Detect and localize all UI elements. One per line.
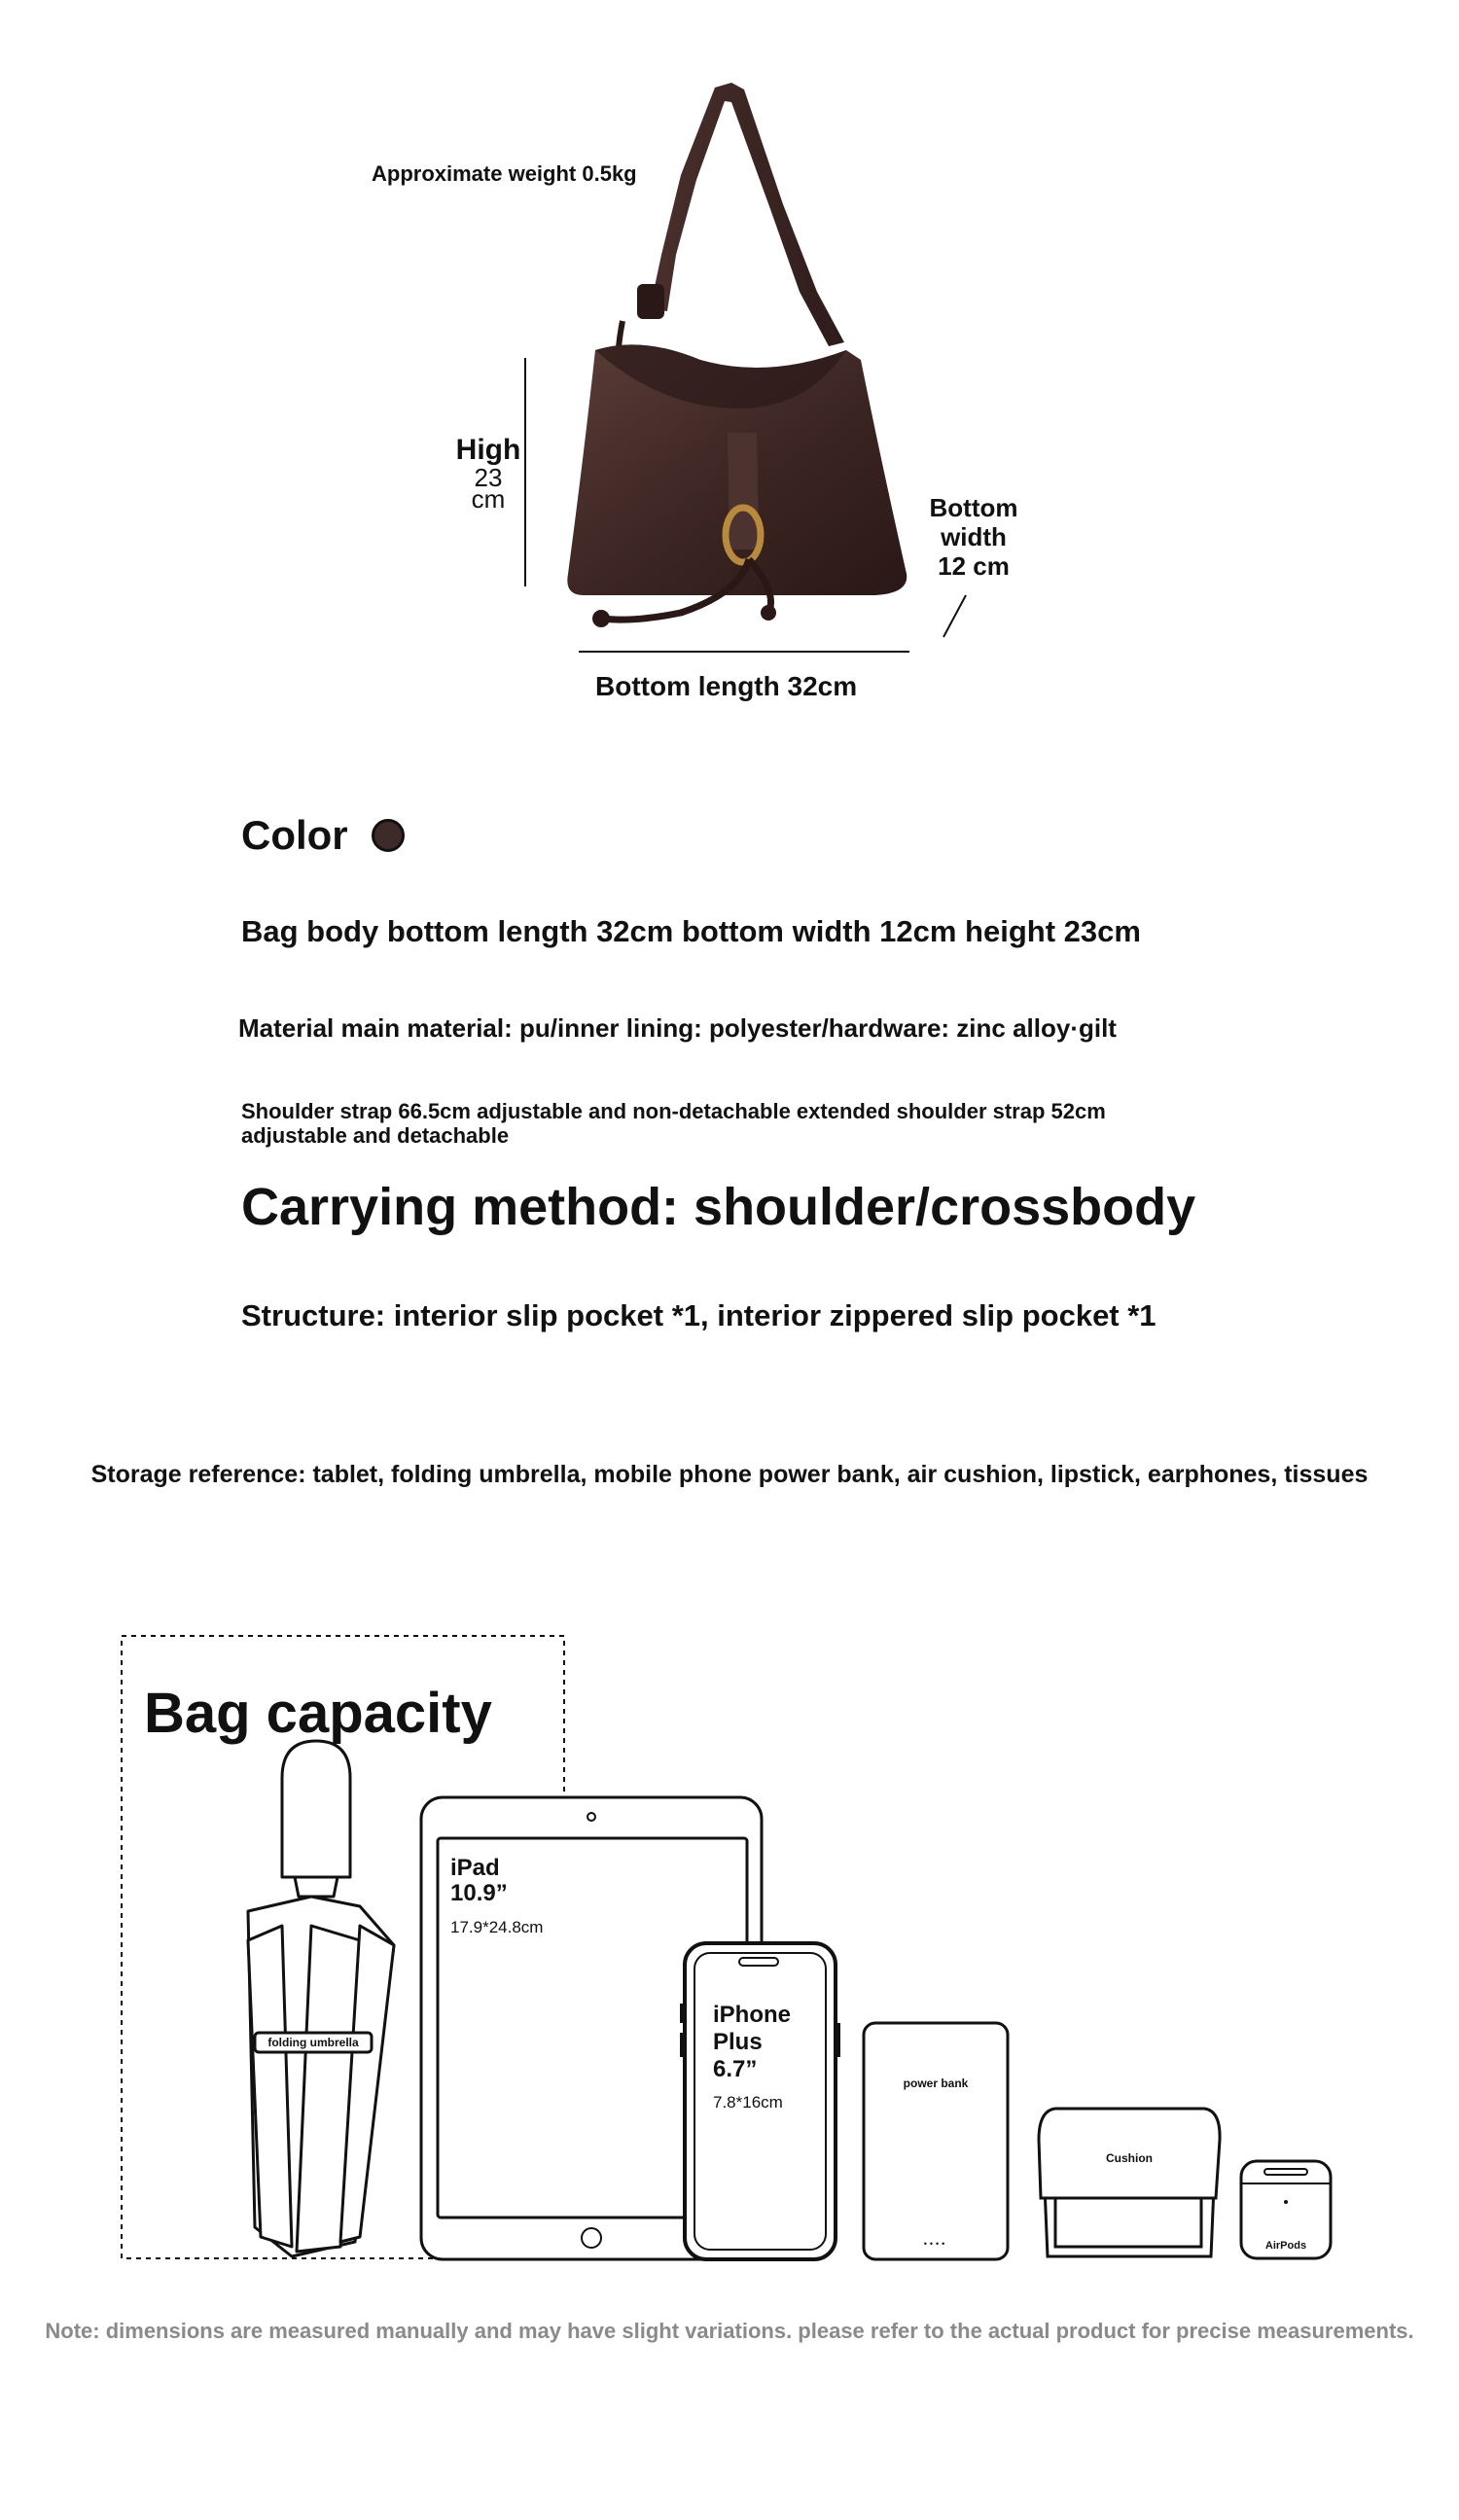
cushion-icon	[1039, 2109, 1220, 2256]
powerbank-label: power bank	[903, 2076, 969, 2090]
color-swatch	[372, 819, 405, 852]
color-label: Color	[241, 812, 348, 858]
umbrella-icon	[248, 1741, 394, 2256]
strap-spec	[241, 1099, 1106, 1148]
capacity-title: Bag capacity	[144, 1682, 492, 1745]
width-dimension-line	[943, 595, 966, 637]
ipad-name-2: 10.9”	[450, 1880, 508, 1906]
umbrella-label: folding umbrella	[267, 2036, 359, 2049]
bag-product-illustration	[0, 0, 1459, 720]
power-bank-icon	[864, 2023, 1008, 2259]
bag-strap	[650, 83, 844, 346]
width-label-line2: width	[941, 522, 1007, 551]
height-label-value: 23	[474, 463, 503, 492]
color-row	[241, 812, 405, 859]
height-label-title: High	[455, 434, 521, 466]
ipad-size: 17.9*24.8cm	[450, 1918, 544, 1936]
storage-reference: Storage reference: tablet, folding umbrella, mobile phone power bank, air cushion, lipstick, earphones, tissues	[90, 1461, 1369, 1488]
powerbank-dots: ••••	[923, 2239, 948, 2249]
iphone-name-1: iPhone	[713, 2002, 792, 2028]
width-label-line1: Bottom	[929, 493, 1018, 522]
airpods-label: AirPods	[1264, 2240, 1307, 2252]
width-label	[910, 493, 1037, 581]
iphone-size: 7.8*16cm	[713, 2093, 783, 2112]
ipad-name-1: iPad	[450, 1855, 500, 1881]
iphone-label	[713, 2002, 791, 2112]
height-label-unit: cm	[471, 484, 506, 514]
measurement-note: Note: dimensions are measured manually and may have slight variations. please refer to the actual product for precise measurements.	[45, 2319, 1414, 2343]
material-spec: Material main material: pu/inner lining: polyester/hardware: zinc alloy·gilt	[238, 1013, 1117, 1043]
height-label	[449, 436, 527, 512]
iphone-name-2: Plus	[713, 2029, 763, 2055]
structure-spec: Structure: interior slip pocket *1, interior zippered slip pocket *1	[241, 1298, 1157, 1332]
body-size-spec: Bag body bottom length 32cm bottom width 12cm height 23cm	[241, 914, 1141, 948]
strap-spec-line1: Shoulder strap 66.5cm adjustable and non-detachable extended shoulder strap 52cm	[241, 1099, 1106, 1123]
cushion-label: Cushion	[1106, 2151, 1153, 2165]
width-label-line3: 12 cm	[938, 551, 1010, 581]
ipad-label	[450, 1856, 543, 1937]
length-label: Bottom length 32cm	[595, 671, 858, 701]
strap-spec-line2: adjustable and detachable	[241, 1123, 510, 1148]
carrying-method: Carrying method: shoulder/crossbody	[241, 1178, 1196, 1236]
weight-label: Approximate weight 0.5kg	[372, 161, 637, 186]
iphone-name-3: 6.7”	[713, 2056, 758, 2082]
